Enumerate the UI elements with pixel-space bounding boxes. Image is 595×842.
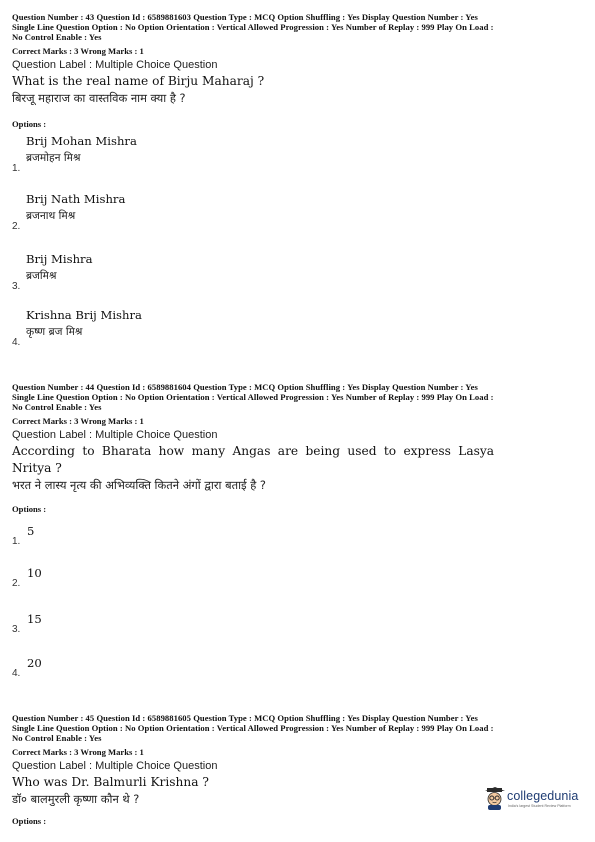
option-number: 4.	[12, 337, 21, 348]
marks-line: Correct Marks : 3 Wrong Marks : 1	[12, 747, 144, 757]
question-43	[12, 12, 584, 348]
question-label: Question Label : Multiple Choice Question	[12, 429, 218, 441]
collegedunia-logo	[484, 786, 584, 814]
meta-line: No Control Enable : Yes	[12, 733, 102, 743]
question-text-hindi: डॉ० बालमुरली कृष्णा कौन थे ?	[12, 792, 140, 806]
logo-tagline: India's largest Student Review Platform	[508, 804, 571, 808]
meta-line: No Control Enable : Yes	[12, 402, 102, 412]
option-text-hindi: ब्रजमिश्र	[26, 270, 57, 282]
question-44	[12, 382, 584, 679]
question-text-english: What is the real name of Birju Maharaj ?	[12, 74, 265, 88]
option-text-hindi: कृष्ण ब्रज मिश्र	[26, 326, 83, 338]
marks-line: Correct Marks : 3 Wrong Marks : 1	[12, 46, 144, 56]
meta-line: Single Line Question Option : No Option Orientation : Vertical Allowed Progression : Yes Number of Replay : 999 Play On Load :	[12, 22, 494, 32]
question-meta	[12, 382, 584, 412]
question-label: Question Label : Multiple Choice Question	[12, 760, 218, 772]
option-text-hindi: ब्रजमोहन मिश्र	[26, 152, 81, 164]
question-meta	[12, 713, 584, 743]
meta-line: No Control Enable : Yes	[12, 32, 102, 42]
option-number: 1.	[12, 163, 21, 174]
question-label: Question Label : Multiple Choice Question	[12, 59, 218, 71]
option-number: 3.	[12, 624, 21, 635]
option-text-english: Brij Nath Mishra	[26, 192, 126, 206]
meta-line: Question Number : 45 Question Id : 6589881605 Question Type : MCQ Option Shuffling : Yes Display Question Number : Yes	[12, 713, 478, 723]
option-value: 5	[27, 524, 35, 538]
option-text-english: Brij Mohan Mishra	[26, 134, 137, 148]
option-value: 15	[27, 612, 42, 626]
options-label: Options :	[12, 504, 47, 514]
option-value: 10	[27, 566, 42, 580]
option-number: 1.	[12, 536, 21, 547]
options-label: Options :	[12, 816, 47, 826]
marks-line: Correct Marks : 3 Wrong Marks : 1	[12, 416, 144, 426]
option-number: 4.	[12, 668, 21, 679]
option-value: 20	[27, 656, 42, 670]
logo-name: collegedunia	[507, 789, 579, 803]
question-text-english: Who was Dr. Balmurli Krishna ?	[12, 775, 209, 789]
question-text-hindi: भरत ने लास्य नृत्य की अभिव्यक्ति कितने अंगों द्वारा बताई है ?	[12, 478, 266, 492]
meta-line: Single Line Question Option : No Option Orientation : Vertical Allowed Progression : Yes Number of Replay : 999 Play On Load :	[12, 392, 494, 402]
option-text-hindi: ब्रजनाथ मिश्र	[26, 210, 76, 222]
question-text-english: According to Bharata how many Angas are being used to express Lasya Nritya ?	[12, 444, 494, 475]
option-text-english: Krishna Brij Mishra	[26, 308, 142, 322]
meta-line: Question Number : 43 Question Id : 6589881603 Question Type : MCQ Option Shuffling : Yes Display Question Number : Yes	[12, 12, 478, 22]
option-number: 3.	[12, 281, 21, 292]
student-mascot-icon	[484, 787, 506, 811]
option-number: 2.	[12, 221, 21, 232]
meta-line: Single Line Question Option : No Option Orientation : Vertical Allowed Progression : Yes Number of Replay : 999 Play On Load :	[12, 723, 494, 733]
question-text-hindi: बिरजू महाराज का वास्तविक नाम क्या है ?	[12, 91, 186, 105]
question-meta	[12, 12, 584, 42]
meta-line: Question Number : 44 Question Id : 6589881604 Question Type : MCQ Option Shuffling : Yes Display Question Number : Yes	[12, 382, 478, 392]
option-number: 2.	[12, 578, 21, 589]
option-text-english: Brij Mishra	[26, 252, 93, 266]
options-label: Options :	[12, 119, 47, 129]
